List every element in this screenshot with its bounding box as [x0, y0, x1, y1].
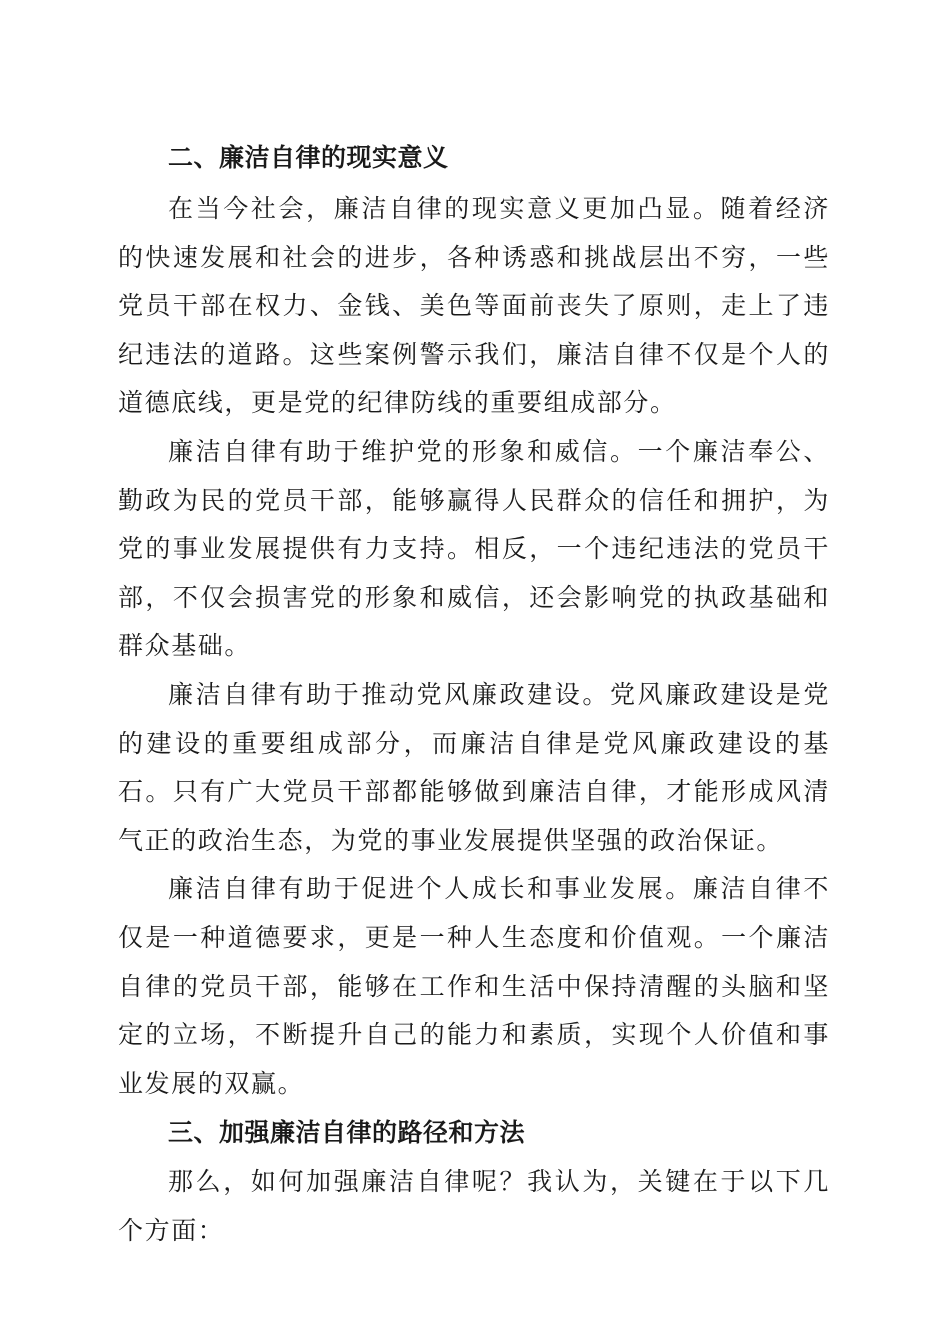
paragraph: 廉洁自律有助于维护党的形象和威信。一个廉洁奉公、勤政为民的党员干部，能够赢得人民群众的信任和拥护，为党的事业发展提供有力支持。相反，一个违纪违法的党员干部，不仅会损害党的形象和威信，还会影响党的执政基础和群众基础。 [118, 436, 830, 661]
section-heading-2: 二、廉洁自律的现实意义 [168, 143, 449, 172]
paragraph: 廉洁自律有助于推动党风廉政建设。党风廉政建设是党的建设的重要组成部分，而廉洁自律是党风廉政建设的基石。只有广大党员干部都能够做到廉洁自律，才能形成风清气正的政治生态，为党的事业发展提供坚强的政治保证。 [118, 679, 830, 855]
section-heading-3: 三、加强廉洁自律的路径和方法 [168, 1118, 526, 1148]
document-page [118, 133, 830, 1255]
paragraph: 那么，如何加强廉洁自律呢？我认为，关键在于以下几个方面： [118, 1167, 830, 1245]
paragraph: 廉洁自律有助于促进个人成长和事业发展。廉洁自律不仅是一种道德要求，更是一种人生态度和价值观。一个廉洁自律的党员干部，能够在工作和生活中保持清醒的头脑和坚定的立场，不断提升自己的能力和素质，实现个人价值和事业发展的双赢。 [118, 874, 830, 1098]
paragraph: 在当今社会，廉洁自律的现实意义更加凸显。随着经济的快速发展和社会的进步，各种诱惑和挑战层出不穷，一些党员干部在权力、金钱、美色等面前丧失了原则，走上了违纪违法的道路。这些案例警示我们，廉洁自律不仅是个人的道德底线，更是党的纪律防线的重要组成部分。 [118, 194, 830, 418]
